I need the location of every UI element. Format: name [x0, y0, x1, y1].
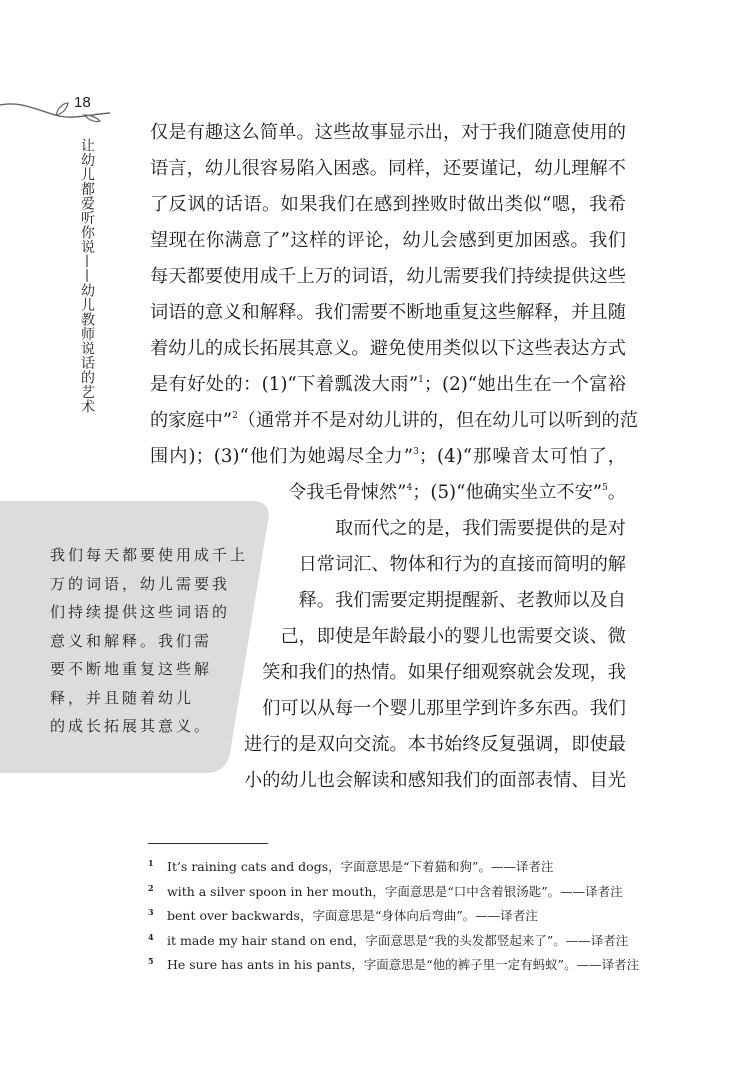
body-line: 每天都要使用成千上万的词语，幼儿需要我们持续提供这些	[150, 266, 626, 287]
pull-quote-line: 们持续提供这些词语的	[50, 603, 231, 621]
body-line: 了反讽的话语。如果我们在感到挫败时做出类似“嗯，我希	[150, 194, 626, 215]
text: 是有好处的：(1)“下着瓢泼大雨”	[150, 374, 419, 395]
body-line	[150, 373, 626, 397]
pull-quote-line: 要不断地重复这些解	[50, 660, 213, 678]
body-line: 着幼儿的成长拓展其意义。避免使用类似以下这些表达方式	[150, 338, 626, 359]
body-line: 语言，幼儿很容易陷入困惑。同样，还要谨记，幼儿理解不	[150, 158, 626, 179]
footnote: 2 with a silver spoon in her mouth，字面意思是“口中含着银汤匙”。——译者注	[148, 883, 623, 899]
pull-quote-line: 的成长拓展其意义。	[50, 717, 213, 735]
running-title: 让幼儿都爱听你说——幼儿教师说话的艺术	[79, 138, 95, 414]
body-line: 仅是有趣这么简单。这些故事显示出，对于我们随意使用的	[150, 122, 626, 143]
text: ；(5)“他确实坐立不安”	[412, 482, 603, 503]
footnote-ref[interactable]: 4	[406, 483, 413, 493]
text: 的家庭中”	[150, 410, 233, 431]
footnote-ref[interactable]: 2	[232, 411, 238, 421]
body-line: 己，即使是年龄最小的婴儿也需要交谈、微	[280, 626, 626, 647]
pull-quote-line: 意义和解释。我们需	[50, 631, 213, 650]
footnote: 4 it made my hair stand on end，字面意思是“我的头发都竖起来了”。——译者注	[148, 932, 629, 948]
pull-quote	[50, 541, 249, 741]
body-line	[150, 409, 638, 433]
body-line	[150, 445, 626, 469]
footnote-ref[interactable]: 1	[418, 375, 424, 385]
footnote-ref[interactable]: 5	[602, 483, 608, 493]
body-line: 小的幼儿也会解读和感知我们的面部表情、目光	[244, 770, 626, 791]
pull-quote-line: 万的词语，幼儿需要我	[50, 574, 231, 593]
text: ；(2)“她出生在一个富裕	[423, 374, 627, 395]
body-line: 望现在你满意了”这样的评论，幼儿会感到更加困惑。我们	[150, 230, 626, 251]
body-line: 取而代之的是，我们需要提供的是对	[334, 518, 626, 539]
text: ；(4)“那噪音太可怕了，	[418, 446, 626, 467]
body-line: 释。我们需要定期提醒新、老教师以及自	[298, 590, 626, 611]
vine-ornament-icon	[0, 95, 120, 135]
body-line: 词语的意义和解释。我们需要不断地重复这些解释，并且随	[150, 302, 626, 323]
body-line: 进行的是双向交流。本书始终反复强调，即使最	[244, 734, 626, 755]
pull-quote-line: 我们每天都要使用成千上	[50, 546, 249, 564]
footnote: 1 It’s raining cats and dogs，字面意思是“下着猫和狗”。——译者注	[148, 858, 554, 874]
pull-quote-line: 释，并且随着幼儿	[50, 688, 195, 707]
footnote: 5 He sure has ants in his pants，字面意思是“他的裤子里一定有蚂蚁”。——译者注	[148, 956, 640, 972]
body-line: 们可以从每一个婴儿那里学到许多东西。我们	[262, 698, 626, 719]
text: （通常并不是对幼儿讲的，但在幼儿可以听到的范	[237, 410, 638, 431]
footnote-divider	[148, 843, 268, 844]
text: 。	[607, 482, 626, 503]
footnote-ref[interactable]: 3	[413, 447, 419, 457]
footnote: 3 bent over backwards，字面意思是“身体向后弯曲”。——译者注	[148, 907, 538, 923]
body-line: 笑和我们的热情。如果仔细观察就会发现，我	[262, 662, 626, 683]
page-number: 18	[74, 94, 91, 111]
body-line: 日常词汇、物体和行为的直接而简明的解	[298, 554, 626, 575]
text: 令我毛骨悚然”	[288, 482, 407, 503]
text: 围内)；(3)“他们为她竭尽全力”	[150, 446, 414, 467]
